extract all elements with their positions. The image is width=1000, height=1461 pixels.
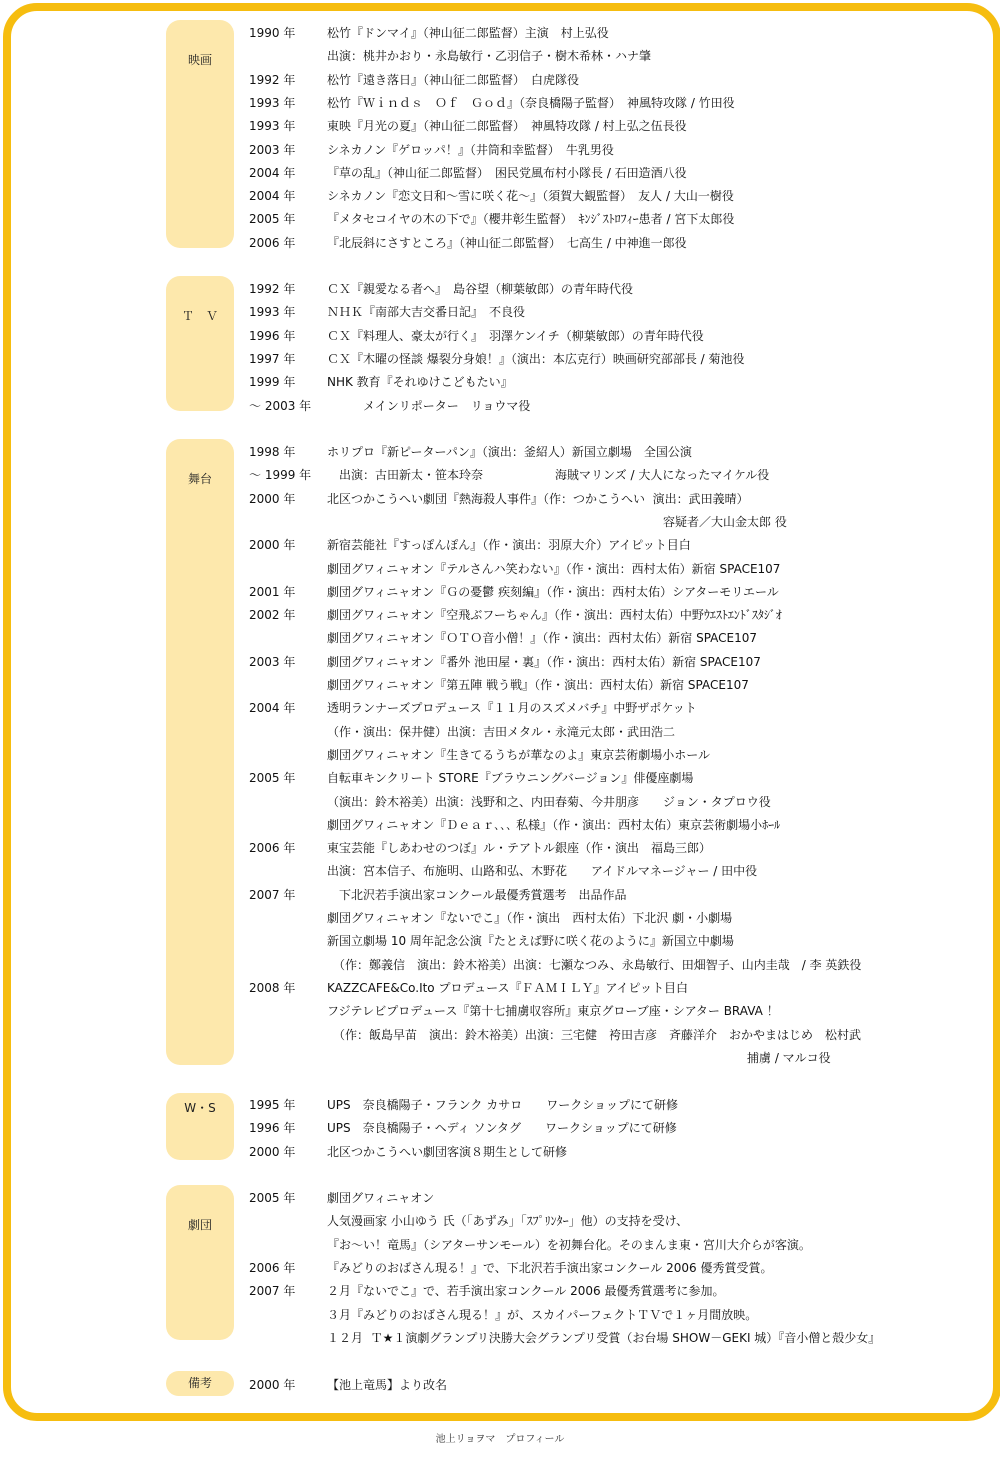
entry-row: [0, 840, 1000, 863]
entry-year: 2007 年: [249, 1284, 296, 1298]
entry-row: [0, 25, 1000, 48]
entry-text: ３月『みどりのおばさん現る！』が、スカイパーフェクトＴＶで１ヶ月間放映。: [327, 1308, 758, 1322]
entry-row: [0, 1050, 1000, 1073]
entry-row: [0, 910, 1000, 933]
entry-text: 【池上竜馬】より改名: [327, 1378, 448, 1392]
entry-text: ＣＸ『親愛なる者へ』 島谷望（柳葉敏郎）の青年時代役: [327, 282, 634, 296]
entry-row: [0, 374, 1000, 397]
entry-text: 劇団グワィニャオン: [327, 1191, 435, 1205]
entry-row: [0, 887, 1000, 910]
entry-year: 1997 年: [249, 352, 296, 366]
section-label: Ｔ Ｖ: [181, 309, 218, 323]
entry-text: 劇団グワィニャオン『Ｄｅａｒ､､､ 私様』（作・演出：西村太佑）東京芸術劇場小ﾎｰﾙ: [327, 818, 781, 832]
entry-text: 下北沢若手演出家コンクール最優秀賞選考 出品作品: [327, 888, 627, 902]
entry-text: 出演：桃井かおり・永島敏行・乙羽信子・樹木希林・ハナ肇: [327, 49, 652, 63]
entry-row: [0, 142, 1000, 165]
entry-year: 1996 年: [249, 329, 296, 343]
entry-text: １２月 Ｔ★１演劇グランプリ決勝大会グランプリ受賞（お台場 SHOW－GEKI 城）『音小僧と殻少女』: [327, 1331, 881, 1345]
entry-text: 『みどりのおばさん現る！』で、下北沢若手演出家コンクール 2006 優秀賞受賞。: [327, 1261, 773, 1275]
entry-text: シネカノン『恋文日和〜雪に咲く花〜』（須賀大観監督） 友人 / 大山一樹役: [327, 189, 734, 203]
section-label: 舞台: [187, 472, 212, 486]
entry-text: 捕虜 / マルコ役: [327, 1051, 831, 1065]
entry-year: 〜 2003 年: [249, 399, 312, 413]
entry-text: ＮＨＫ『南部大吉交番日記』 不良役: [327, 305, 526, 319]
entry-year: 2006 年: [249, 1261, 296, 1275]
entry-text: 東宝芸能『しあわせのつぼ』ル・テアトル銀座（作・演出 福島三郎）: [327, 841, 712, 855]
entry-text: （作：飯島早苗 演出：鈴木裕美）出演：三宅健 袴田吉彦 斉藤洋介 おかやまはじめ 松村武: [327, 1028, 862, 1042]
entry-row: [0, 700, 1000, 723]
entry-text: （作・演出：保井健）出演：吉田メタル・永滝元太郎・武田浩二: [327, 725, 676, 739]
entry-year: 2002 年: [249, 608, 296, 622]
entry-text: 劇団グワィニャオン『空飛ぶフーちゃん』（作・演出：西村太佑）中野ｳｴｽﾄｴﾝﾄﾞｽﾀｼﾞｵ: [327, 608, 782, 622]
entry-row: [0, 444, 1000, 467]
entry-text: （演出：鈴木裕美）出演：浅野和之、内田春菊、今井朋彦 ジョン・タプロウ役: [327, 795, 771, 809]
entry-text: 新宿芸能社『すっぽんぽん』（作・演出：羽原大介）アイピット目白: [327, 538, 691, 552]
entry-year: 1990 年: [249, 26, 296, 40]
entry-year: 2004 年: [249, 701, 296, 715]
entry-text: 劇団グワィニャオン『テルさんハ笑わない』（作・演出：西村太佑）新宿 SPACE107: [327, 562, 781, 576]
entry-text: 新国立劇場 10 周年記念公演『たとえば野に咲く花のように』新国立中劇場: [327, 934, 734, 948]
entry-year: 1993 年: [249, 305, 296, 319]
entry-text: メインリポーター リョウマ役: [327, 399, 531, 413]
entry-row: [0, 677, 1000, 700]
entry-row: [0, 398, 1000, 421]
entry-row: [0, 1027, 1000, 1050]
entry-row: [0, 1283, 1000, 1306]
entry-row: [0, 467, 1000, 490]
entry-text: 劇団グワィニャオン『Ｇの憂鬱 疾刻編』（作・演出：西村太佑）シアターモリエール: [327, 585, 779, 599]
entry-year: 1992 年: [249, 282, 296, 296]
entry-year: 2000 年: [249, 1378, 296, 1392]
entry-row: [0, 561, 1000, 584]
entry-row: [0, 747, 1000, 770]
entry-text: 松竹『ドンマイ』（神山征二郎監督）主演 村上弘役: [327, 26, 609, 40]
entry-year: 1996 年: [249, 1121, 296, 1135]
entry-row: [0, 1213, 1000, 1236]
entry-row: [0, 48, 1000, 71]
entry-year: 2003 年: [249, 143, 296, 157]
entry-row: [0, 607, 1000, 630]
entry-year: 〜 1999 年: [249, 468, 312, 482]
entry-year: 1998 年: [249, 445, 296, 459]
entry-text: 出演：宮本信子、布施明、山路和弘、木野花 アイドルマネージャー / 田中役: [327, 864, 758, 878]
entry-text: UPS 奈良橋陽子・ヘディ ソンタグ ワークショップにて研修: [327, 1121, 677, 1135]
entry-row: [0, 118, 1000, 141]
entry-year: 1999 年: [249, 375, 296, 389]
entry-year: 1992 年: [249, 73, 296, 87]
entry-year: 1993 年: [249, 119, 296, 133]
entry-row: [0, 817, 1000, 840]
entry-year: 2004 年: [249, 166, 296, 180]
entry-row: [0, 794, 1000, 817]
entry-row: [0, 1120, 1000, 1143]
entry-text: シネカノン『ゲロッパ！』（井筒和幸監督） 牛乳男役: [327, 143, 614, 157]
entry-text: 劇団グワィニャオン『ＯＴＯ音小僧！』（作・演出：西村太佑）新宿 SPACE107: [327, 631, 758, 645]
entry-row: [0, 1330, 1000, 1353]
entry-row: [0, 1190, 1000, 1213]
entry-text: 松竹『遠き落日』（神山征二郎監督） 白虎隊役: [327, 73, 580, 87]
entry-row: [0, 1003, 1000, 1026]
entry-row: [0, 95, 1000, 118]
entry-text: KAZZCAFE&Co.Ito プロデュース『ＦＡＭＩＬＹ』アイピット目白: [327, 981, 688, 995]
entry-row: [0, 957, 1000, 980]
entry-year: 2003 年: [249, 655, 296, 669]
entry-row: [0, 770, 1000, 793]
entry-row: [0, 537, 1000, 560]
entry-row: [0, 211, 1000, 234]
entry-text: 劇団グワィニャオン『第五陣 戦う戦』（作・演出：西村太佑）新宿 SPACE107: [327, 678, 749, 692]
entry-text: UPS 奈良橋陽子・フランク カサロ ワークショップにて研修: [327, 1098, 678, 1112]
entry-row: [0, 980, 1000, 1003]
entry-row: [0, 933, 1000, 956]
entry-year: 2005 年: [249, 212, 296, 226]
entry-text: 出演：古田新太・笹本玲奈 海賊マリンズ / 大人になったマイケル役: [327, 468, 770, 482]
entry-year: 2000 年: [249, 538, 296, 552]
entry-row: [0, 235, 1000, 258]
entry-row: [0, 654, 1000, 677]
section-label: 映画: [187, 53, 212, 67]
entry-year: 2007 年: [249, 888, 296, 902]
entry-year: 2001 年: [249, 585, 296, 599]
entry-text: 自転車キンクリート STORE『ブラウニングバージョン』俳優座劇場: [327, 771, 694, 785]
entry-row: [0, 1260, 1000, 1283]
entry-row: [0, 863, 1000, 886]
entry-row: [0, 724, 1000, 747]
entry-row: [0, 304, 1000, 327]
entry-year: 2006 年: [249, 841, 296, 855]
entry-text: 人気漫画家 小山ゆう 氏（「あずみ」「ｽﾌﾟﾘﾝﾀｰ」他）の支持を受け、: [327, 1214, 689, 1228]
entry-text: 北区つかこうへい劇団『熱海殺人事件』（作：つかこうへい 演出：武田義晴）: [327, 492, 749, 506]
entry-year: 2006 年: [249, 236, 296, 250]
entry-text: ２月『ないでこ』で、若手演出家コンクール 2006 最優秀賞選考に参加。: [327, 1284, 725, 1298]
entry-row: [0, 1144, 1000, 1167]
section-label: 劇団: [187, 1218, 212, 1232]
entry-year: 2005 年: [249, 771, 296, 785]
entry-year: 2005 年: [249, 1191, 296, 1205]
entry-year: 2008 年: [249, 981, 296, 995]
entry-text: 『北辰斜にさすところ』（神山征二郎監督） 七高生 / 中神進一郎役: [327, 236, 687, 250]
section-label: 備考: [187, 1376, 212, 1390]
entry-row: [0, 1237, 1000, 1260]
entry-text: 『草の乱』（神山征二郎監督） 困民党風布村小隊長 / 石田造酒八役: [327, 166, 687, 180]
entry-text: 東映『月光の夏』（神山征二郎監督） 神風特攻隊 / 村上弘之伍長役: [327, 119, 687, 133]
entry-text: 北区つかこうへい劇団客演８期生として研修: [327, 1145, 568, 1159]
entry-text: 劇団グワィニャオン『生きてるうちが華なのよ』東京芸術劇場小ホール: [327, 748, 711, 762]
section-label: W・S: [184, 1101, 216, 1115]
entry-text: 『お〜い！竜馬』（シアターサンモール）を初舞台化。そのまんま東・宮川大介らが客演。: [327, 1238, 811, 1252]
entry-row: [0, 1307, 1000, 1330]
entry-text: （作：鄭義信 演出：鈴木裕美）出演：七瀬なつみ、永島敏行、田畑智子、山内圭哉 / 李 英鉄役: [327, 958, 862, 972]
entry-row: [0, 351, 1000, 374]
entry-year: 1993 年: [249, 96, 296, 110]
entry-text: フジテレビプロデュース『第十七捕虜収容所』東京グローブ座・シアター BRAVA ！: [327, 1004, 779, 1018]
entry-year: 1995 年: [249, 1098, 296, 1112]
entry-year: 2000 年: [249, 492, 296, 506]
entry-row: [0, 491, 1000, 514]
entry-year: 2000 年: [249, 1145, 296, 1159]
entry-text: ＣＸ『料理人、豪太が行く』 羽澤ケンイチ（柳葉敏郎）の青年時代役: [327, 329, 704, 343]
entry-text: ＣＸ『木曜の怪談 爆裂分身娘！』（演出：本広克行）映画研究部部長 / 菊池役: [327, 352, 745, 366]
entry-row: [0, 1377, 1000, 1400]
entry-row: [0, 1097, 1000, 1120]
entry-row: [0, 72, 1000, 95]
entry-text: NHK 教育『それゆけこどもたい』: [327, 375, 513, 389]
entry-text: ホリプロ『新ピーターパン』（演出：釜紹人）新国立劇場 全国公演: [327, 445, 692, 459]
entry-row: [0, 165, 1000, 188]
entry-row: [0, 584, 1000, 607]
entry-row: [0, 328, 1000, 351]
entry-row: [0, 514, 1000, 537]
footer-caption: 池上リョヲマ プロフィール: [435, 1434, 565, 1445]
entry-row: [0, 630, 1000, 653]
entry-text: 『メタセコイヤの木の下で』（櫻井彰生監督） ｷﾝｼﾞｽﾄﾛﾌｨｰ患者 / 宮下太郎役: [327, 212, 735, 226]
entry-row: [0, 188, 1000, 211]
entry-row: [0, 281, 1000, 304]
entry-text: 容疑者／大山金太郎 役: [327, 515, 787, 529]
entry-text: 劇団グワィニャオン『番外 池田屋・裏』（作・演出：西村太佑）新宿 SPACE107: [327, 655, 761, 669]
entry-year: 2004 年: [249, 189, 296, 203]
entry-text: 松竹『Ｗｉｎｄｓ Ｏｆ Ｇｏｄ』（奈良橋陽子監督） 神風特攻隊 / 竹田役: [327, 96, 735, 110]
entry-text: 透明ランナーズプロデュース『１１月のスズメバチ』中野ザポケット: [327, 701, 697, 715]
entry-text: 劇団グワィニャオン『ないでこ』（作・演出 西村太佑）下北沢 劇・小劇場: [327, 911, 733, 925]
